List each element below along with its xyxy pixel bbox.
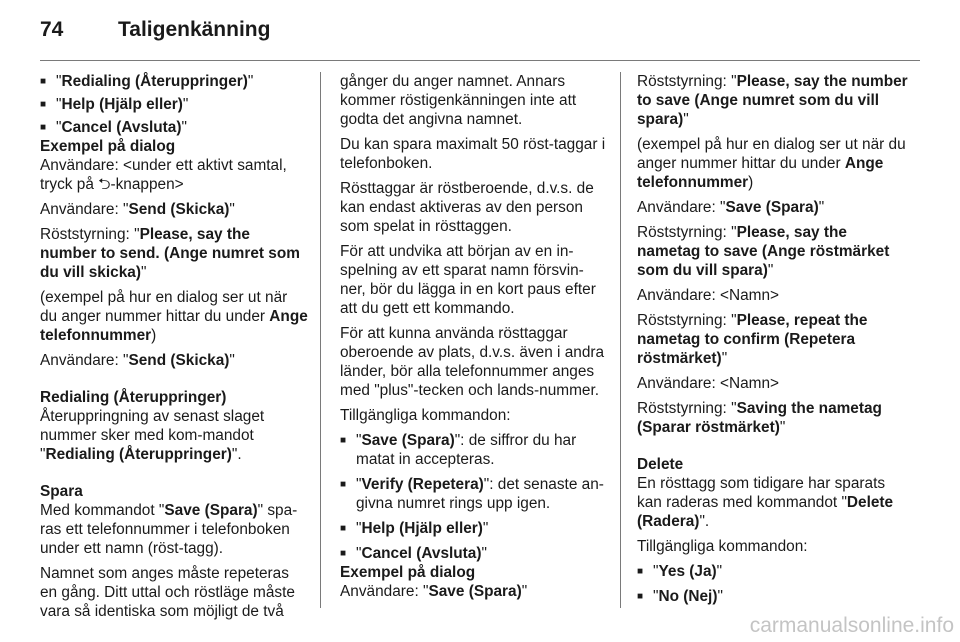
section-heading: Exempel på dialog xyxy=(40,138,176,155)
section-heading: Exempel på dialog xyxy=(340,564,476,581)
paragraph: För att kunna använda rösttaggar oberoende av plats, d.v.s. även i andra länder, bör alla telefonnummer anges med "plus"-tecken och lands-nummer. xyxy=(340,325,605,399)
page-number: 74 xyxy=(40,18,64,41)
section-heading: Delete xyxy=(637,456,684,473)
paragraph: Röststyrning: "Please, say the number to save (Ange numret som du vill spara)" xyxy=(637,73,908,128)
column-divider xyxy=(620,72,621,608)
paragraph: (exempel på hur en dialog ser ut när du anger nummer hittar du under Ange telefonnummer) xyxy=(637,136,906,191)
paragraph: Med kommandot "Save (Spara)" spa-ras ett telefonnummer i telefonboken under ett namn (röst-tagg). xyxy=(40,502,298,557)
bullet-icon: ■ xyxy=(40,99,47,110)
section-heading: Spara xyxy=(40,483,83,500)
list-item: ■ "Help (Hjälp eller)" xyxy=(40,96,189,113)
paragraph: Användare: <Namn> xyxy=(637,287,780,304)
paragraph: gånger du anger namnet. Annars kommer röstigenkänningen inte att godta det angivna namnet. xyxy=(340,73,577,128)
paragraph: För att undvika att början av en in-spelning av ett sparat namn försvin-ner, bör du lägga in en kort paus efter att du gett ett kommando. xyxy=(340,243,596,317)
bullet-icon: ■ xyxy=(340,523,347,534)
list-item: ■ "Save (Spara)": de siffror du har matat in accepteras. xyxy=(340,432,577,468)
bullet-icon: ■ xyxy=(340,479,347,490)
paragraph: En rösttagg som tidigare har sparats kan raderas med kommandot "Delete (Radera)". xyxy=(637,475,894,530)
list-item: ■ "Redialing (Återuppringer)" xyxy=(40,73,254,90)
bullet-icon: ■ xyxy=(637,591,644,602)
paragraph: Röststyrning: "Please, say the nametag to save (Ange röstmärket som du vill spara)" xyxy=(637,224,890,279)
list-item: ■ "Yes (Ja)" xyxy=(637,563,723,580)
paragraph: Återuppringning av senast slaget nummer sker med kom-mandot "Redialing (Återuppringer)". xyxy=(40,408,265,463)
paragraph: Användare: "Send (Skicka)" xyxy=(40,201,235,218)
column-3 xyxy=(637,72,912,612)
column-2 xyxy=(340,72,608,607)
list-item: ■ "No (Nej)" xyxy=(637,588,723,605)
paragraph: Tillgängliga kommandon: xyxy=(340,407,511,424)
paragraph: Användare: "Save (Spara)" xyxy=(340,583,528,600)
paragraph: Användare: <under ett aktivt samtal, tryck på ⮌-knappen> xyxy=(40,157,287,193)
paragraph: Röststyrning: "Please, repeat the nametag to confirm (Repetera röstmärket)" xyxy=(637,312,868,367)
paragraph: Användare: "Send (Skicka)" xyxy=(40,352,235,369)
bullet-icon: ■ xyxy=(340,435,347,446)
section-heading: Redialing (Återuppringer) xyxy=(40,389,227,406)
header-rule xyxy=(40,60,920,61)
list-item: ■ "Cancel (Avsluta)" xyxy=(40,119,187,136)
list-item: ■ "Help (Hjälp eller)" xyxy=(340,520,489,537)
paragraph: Användare: "Save (Spara)" xyxy=(637,199,825,216)
bullet-icon: ■ xyxy=(340,548,347,559)
column-1 xyxy=(40,72,308,627)
column-divider xyxy=(320,72,321,608)
paragraph: Röststyrning: "Saving the nametag (Sparar röstmärket)" xyxy=(637,400,882,436)
paragraph: Röststyrning: "Please, say the number to send. (Ange numret som du vill skicka)" xyxy=(40,226,300,281)
page-title: Taligenkänning xyxy=(118,18,271,41)
paragraph: Användare: <Namn> xyxy=(637,375,780,392)
paragraph: Tillgängliga kommandon: xyxy=(637,538,808,555)
paragraph: Rösttaggar är röstberoende, d.v.s. de kan endast aktiveras av den person som spelat in rösttaggen. xyxy=(340,180,594,235)
paragraph: Namnet som anges måste repeteras en gång. Ditt uttal och röstläge måste vara så identiska som möjligt de två xyxy=(40,565,295,620)
paragraph: (exempel på hur en dialog ser ut när du anger nummer hittar du under Ange telefonnummer) xyxy=(40,289,308,344)
bullet-icon: ■ xyxy=(40,76,47,87)
page-header xyxy=(40,18,920,50)
list-item: ■ "Cancel (Avsluta)" xyxy=(340,545,487,562)
watermark: carmanualsonline.info xyxy=(749,614,954,637)
bullet-icon: ■ xyxy=(637,566,644,577)
bullet-icon: ■ xyxy=(40,122,47,133)
paragraph: Du kan spara maximalt 50 röst-taggar i telefonboken. xyxy=(340,136,606,172)
list-item: ■ "Verify (Repetera)": det senaste an-givna numret rings upp igen. xyxy=(340,476,604,512)
